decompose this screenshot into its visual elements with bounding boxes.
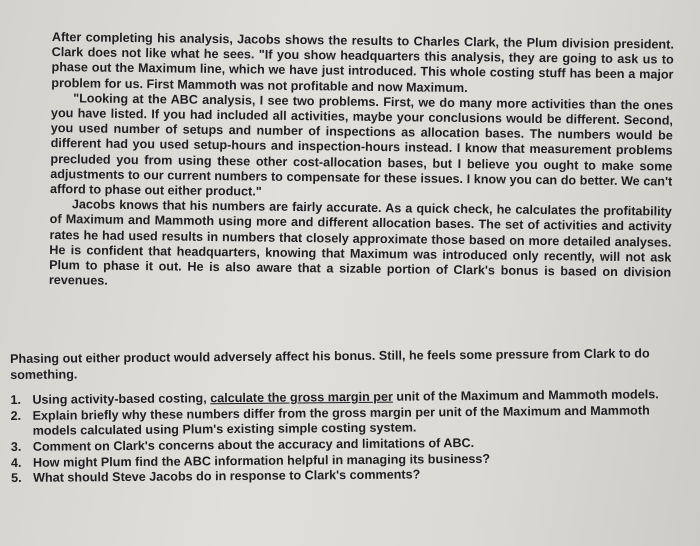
question-number: 5. [11, 471, 22, 486]
underlined-phrase: calculate the gross margin per [210, 389, 393, 406]
question-text: Comment on Clark's concerns about the accuracy and limitations of ABC. [32, 435, 475, 454]
question-number: 1. [10, 393, 21, 408]
question-text: How might Plum find the ABC information helpful in managing its business? [32, 451, 491, 470]
paragraph-1: After completing his analysis, Jacobs shows the results to Charles Clark, the Plum division president. Clark does not like what he sees. "If you show headquarters this analysis, they are going to ask us to phase out the Maximum line, which we have just introduced. This whole costing stuff has been a major problem for us. First Mammoth was not profitable and now Maximum. [51, 30, 674, 95]
paragraph-continuation: Phasing out either product would adversely affect his bonus. Still, he feels some pressure from Clark to do something. [10, 346, 650, 382]
question-text-part: Using activity-based costing, [32, 391, 211, 407]
question-text: Explain briefly why these numbers differ from the gross margin per unit of the Maximum and Mammoth models calculated using Plum's existing simple costing system. [32, 403, 650, 439]
paragraph-2: "Looking at the ABC analysis, I see two problems. First, we do many more activities than the ones you have listed. If you had included all activities, maybe your conclusions would be different. Second, you used number of setups and number of inspections as allocation bases. The numbers would be different had you used setup-hours and inspection-hours instead. I know that measurement problems precluded you from using these other cost-allocation bases, but I believe you ought to make some adjustments to our current numbers to compensate for these issues. I know you can do better. We can't afford to phase out either product." [49, 91, 674, 199]
question-number: 2. [10, 408, 22, 423]
question-text-part: unit of the Maximum and Mammoth models. [392, 387, 659, 404]
question-number: 3. [10, 439, 22, 454]
case-questions-section [10, 346, 671, 487]
question-number: 4. [10, 455, 22, 470]
question-list [10, 387, 671, 486]
question-text: What should Steve Jacobs do in response to Clark's comments? [33, 467, 421, 485]
paragraph-3: Jacobs knows that his numbers are fairly accurate. As a quick check, he calculates the profitability of Maximum and Mammoth using more and different allocation bases. The set of activities and activity rates he had used results in numbers that closely approximate those based on more detailed analyses. He is confident that headquarters, knowing that Maximum was introduced only recently, will not ask Plum to phase it out. He is also aware that a sizable portion of Clark's bonus is based on division revenues. [48, 197, 672, 288]
case-narrative [49, 30, 674, 296]
